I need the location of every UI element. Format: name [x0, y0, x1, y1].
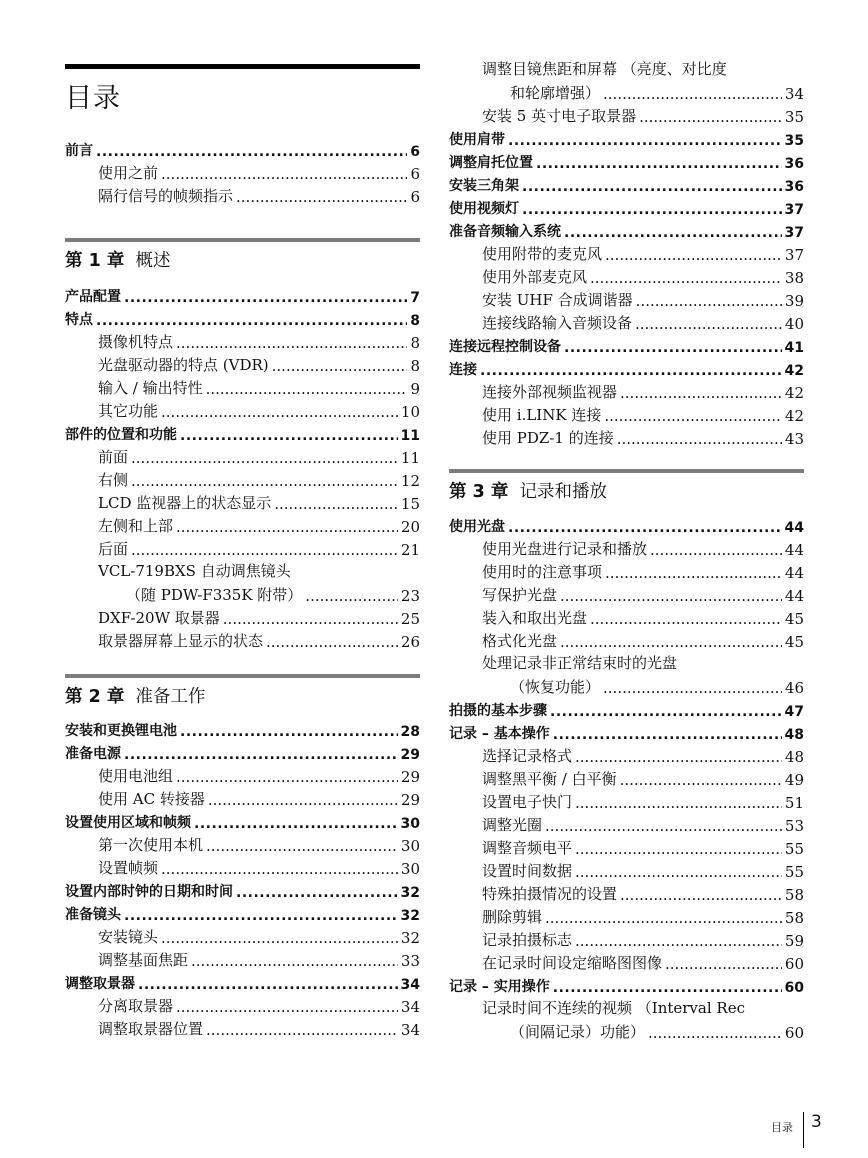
toc-section-entry[interactable] [449, 219, 804, 241]
toc-section-entry[interactable] [449, 173, 804, 195]
toc-subsection-entry[interactable] [449, 426, 804, 448]
toc-entry-title: 调整光圈 [482, 816, 543, 834]
toc-page-number: 39 [784, 292, 804, 310]
toc-leader-dots [131, 472, 398, 490]
toc-leader-dots [545, 909, 782, 927]
toc-entry-title: 使用附带的麦克风 [482, 245, 603, 263]
toc-leader-dots [180, 724, 398, 740]
toc-page-number: 30 [400, 860, 420, 878]
toc-subsection-entry[interactable] [449, 242, 804, 264]
toc-subsection-entry[interactable] [449, 81, 804, 103]
toc-subsection-entry[interactable] [65, 353, 420, 375]
toc-leader-dots [266, 633, 398, 651]
toc-subsection-entry[interactable] [65, 925, 420, 947]
toc-leader-dots [161, 860, 398, 878]
chapter-number: 第 2 章 [65, 687, 125, 707]
toc-leader-dots [194, 816, 398, 832]
toc-entry-title: 光盘驱动器的特点 (VDR) [98, 356, 269, 374]
toc-leader-dots [636, 292, 782, 310]
toc-leader-dots [648, 1024, 782, 1042]
toc-subsection-entry[interactable] [65, 330, 420, 352]
toc-entry-title: 连接线路输入音频设备 [482, 314, 633, 332]
toc-subsection-entry[interactable] [65, 537, 420, 559]
toc-section-entry[interactable] [65, 810, 420, 832]
toc-entry-title: 连接 [449, 362, 477, 378]
toc-page-number: 38 [784, 269, 804, 287]
toc-leader-dots [605, 564, 782, 582]
footer-divider [803, 1112, 804, 1148]
toc-entry-title: （间隔记录）功能） [510, 1023, 646, 1041]
toc-page-number: 8 [410, 334, 420, 352]
toc-entry-title: 使用光盘 [449, 519, 505, 535]
toc-subsection-entry[interactable] [65, 764, 420, 786]
toc-entry-title: 设置使用区域和帧频 [65, 815, 191, 831]
toc-subsection-entry[interactable] [65, 994, 420, 1016]
toc-entry-title: 删除剪辑 [482, 908, 543, 926]
toc-entry-title: 和轮廓增强） [510, 84, 601, 102]
toc-subsection-entry[interactable] [449, 905, 804, 927]
toc-leader-dots [96, 144, 407, 160]
toc-entry-title: 使用电池组 [98, 767, 174, 785]
toc-entry-title: 后面 [98, 540, 129, 558]
toc-page-number: 6 [410, 165, 420, 183]
toc-entry-title: 右侧 [98, 471, 129, 489]
toc-page-number: 42 [784, 407, 804, 425]
chapter-number: 第 3 章 [449, 482, 509, 502]
toc-page-number: 47 [784, 704, 804, 720]
toc-page-number: 36 [784, 156, 804, 172]
toc-page-number: 30 [400, 816, 420, 832]
toc-page-number: 15 [400, 495, 420, 513]
toc-leader-dots [176, 998, 398, 1016]
toc-leader-dots [590, 610, 782, 628]
toc-entry-title: 使用光盘进行记录和播放 [482, 540, 648, 558]
toc-page-number: 44 [784, 541, 804, 559]
toc-page-number: 21 [400, 541, 420, 559]
toc-entry-title: 使用 AC 转接器 [98, 790, 205, 808]
toc-subsection-entry[interactable] [65, 583, 420, 605]
toc-section-entry[interactable] [65, 902, 420, 924]
toc-leader-dots [604, 407, 782, 425]
toc-leader-dots [305, 587, 398, 605]
toc-leader-dots [236, 885, 398, 901]
chapter-rule [65, 674, 420, 678]
toc-entry-title: LCD 监视器上的状态显示 [98, 494, 272, 512]
toc-entry-title: 使用之前 [98, 164, 159, 182]
toc-subsection-entry[interactable] [65, 399, 420, 421]
toc-page-number: 48 [784, 748, 804, 766]
toc-section-entry[interactable] [449, 721, 804, 743]
toc-entry-title: 特点 [65, 312, 93, 328]
toc-entry-title: 设置时间数据 [482, 862, 573, 880]
toc-page-number: 6 [410, 188, 420, 206]
toc-subsection-entry[interactable] [449, 403, 804, 425]
toc-leader-dots [176, 518, 398, 536]
chapter-rule [65, 238, 420, 242]
toc-section-entry[interactable] [65, 879, 420, 901]
toc-leader-dots [124, 908, 398, 924]
toc-subsection-entry[interactable] [449, 675, 804, 697]
toc-section-entry[interactable] [449, 698, 804, 720]
toc-page-number: 37 [784, 246, 804, 264]
toc-page-number: 11 [400, 449, 420, 467]
toc-entry-title: 在记录时间设定缩略图图像 [482, 954, 663, 972]
toc-leader-dots [620, 886, 782, 904]
toc-entry-title: DXF-20W 取景器 [98, 609, 220, 627]
toc-subsection-entry[interactable] [449, 288, 804, 310]
chapter-title: 准备工作 [135, 687, 206, 707]
toc-page-number: 33 [400, 952, 420, 970]
toc-page-number: 29 [400, 791, 420, 809]
toc-leader-dots [575, 840, 782, 858]
toc-entry-title: 准备电源 [65, 746, 121, 762]
toc-entry-title: 调整音频电平 [482, 839, 573, 857]
toc-entry-title: 调整黑平衡 / 白平衡 [482, 770, 617, 788]
toc-page-number: 51 [784, 794, 804, 812]
toc-page-number: 42 [784, 384, 804, 402]
toc-leader-dots [274, 495, 398, 513]
toc-entry-title: 调整基面焦距 [98, 951, 189, 969]
toc-entry-title: 准备镜头 [65, 907, 121, 923]
toc-leader-dots [176, 334, 407, 352]
toc-leader-dots [564, 225, 782, 241]
toc-entry-title: 格式化光盘 [482, 632, 558, 650]
toc-entry-title: 记录 – 实用操作 [449, 979, 550, 995]
toc-page-number: 53 [784, 817, 804, 835]
toc-leader-dots [206, 380, 408, 398]
toc-entry-title: 摄像机特点 [98, 333, 174, 351]
toc-subsection-entry[interactable] [449, 859, 804, 881]
toc-subsection-entry[interactable] [449, 813, 804, 835]
toc-entry-title: 使用时的注意事项 [482, 563, 603, 581]
toc-page-number: 41 [784, 340, 804, 356]
toc-entry-line1: 调整目镜焦距和屏幕 （亮度、对比度 [482, 60, 727, 78]
toc-entry-title: 选择记录格式 [482, 747, 573, 765]
toc-section-entry[interactable] [65, 971, 420, 993]
toc-page-number: 25 [400, 610, 420, 628]
toc-section-entry[interactable] [449, 514, 804, 536]
toc-leader-dots [575, 863, 782, 881]
toc-leader-dots [206, 1021, 398, 1039]
toc-page-number: 44 [784, 564, 804, 582]
toc-entry-title: 其它功能 [98, 402, 159, 420]
toc-leader-dots [191, 952, 398, 970]
toc-page-number: 23 [400, 587, 420, 605]
toc-subsection-entry[interactable] [65, 161, 420, 183]
toc-section-entry[interactable] [449, 127, 804, 149]
toc-subsection-entry[interactable] [65, 491, 420, 513]
toc-page-number: 36 [784, 179, 804, 195]
toc-entry-line1: 处理记录非正常结束时的光盘 [482, 654, 678, 672]
toc-subsection-entry[interactable] [449, 104, 804, 126]
toc-subsection-entry[interactable] [65, 606, 420, 628]
toc-entry-title: 调整肩托位置 [449, 155, 533, 171]
toc-entry-line1: 记录时间不连续的视频 （Interval Rec [482, 999, 745, 1017]
toc-page-number: 32 [400, 929, 420, 947]
toc-page-number: 34 [784, 85, 804, 103]
toc-leader-dots [575, 794, 782, 812]
toc-subsection-entry[interactable] [449, 882, 804, 904]
toc-page-number: 60 [784, 955, 804, 973]
toc-leader-dots [223, 610, 398, 628]
toc-leader-dots [575, 748, 782, 766]
toc-leader-dots [617, 430, 782, 448]
toc-page-number: 58 [784, 909, 804, 927]
toc-leader-dots [131, 449, 398, 467]
toc-leader-dots [650, 541, 782, 559]
toc-page-number: 48 [784, 727, 804, 743]
toc-entry-title: 调整取景器 [65, 976, 135, 992]
toc-page-number: 34 [400, 1021, 420, 1039]
toc-leader-dots [522, 179, 782, 195]
toc-subsection-entry[interactable] [449, 928, 804, 950]
toc-entry-title: 安装镜头 [98, 928, 159, 946]
toc-page-number: 34 [400, 998, 420, 1016]
toc-leader-dots [161, 403, 398, 421]
toc-leader-dots [124, 290, 407, 306]
toc-leader-dots [665, 955, 782, 973]
toc-page-number: 55 [784, 863, 804, 881]
toc-subsection-entry[interactable] [449, 951, 804, 973]
chapter-title: 记录和播放 [519, 482, 608, 502]
toc-page-number: 20 [400, 518, 420, 536]
toc-entry-title: 拍摄的基本步骤 [449, 703, 547, 719]
toc-page-number: 34 [400, 977, 420, 993]
toc-leader-dots [206, 837, 398, 855]
toc-section-entry[interactable] [65, 422, 420, 444]
chapter-number: 第 1 章 [65, 251, 125, 271]
toc-subsection-entry[interactable] [449, 265, 804, 287]
toc-subsection-entry[interactable] [449, 836, 804, 858]
toc-entry-title: 左侧和上部 [98, 517, 174, 535]
toc-page-number: 35 [784, 133, 804, 149]
toc-leader-dots [236, 188, 407, 206]
toc-leader-dots [564, 340, 782, 356]
toc-entry-title: 安装 5 英寸电子取景器 [482, 107, 637, 125]
toc-leader-dots [508, 133, 782, 149]
toc-leader-dots [560, 633, 782, 651]
toc-page-number: 35 [784, 108, 804, 126]
toc-subsection-entry[interactable] [65, 1017, 420, 1039]
toc-section-entry[interactable] [65, 284, 420, 306]
toc-page-number: 12 [400, 472, 420, 490]
chapter-2-heading [65, 683, 206, 708]
toc-page-number: 37 [784, 202, 804, 218]
toc-page-number: 59 [784, 932, 804, 950]
toc-leader-dots [550, 704, 782, 720]
toc-leader-dots [620, 384, 782, 402]
toc-subsection-entry[interactable] [449, 767, 804, 789]
chapter-1-heading [65, 247, 171, 272]
toc-leader-dots [590, 269, 782, 287]
toc-subsection-entry[interactable] [65, 514, 420, 536]
toc-leader-dots [124, 747, 398, 763]
toc-leader-dots [522, 202, 782, 218]
toc-entry-title: 使用肩带 [449, 132, 505, 148]
toc-section-entry[interactable] [65, 741, 420, 763]
toc-subsection-entry[interactable] [449, 606, 804, 628]
toc-entry-title: 设置帧频 [98, 859, 159, 877]
toc-page-number: 40 [784, 315, 804, 333]
toc-leader-dots [553, 980, 782, 996]
toc-leader-dots [208, 791, 398, 809]
chapter-rule [449, 469, 804, 473]
toc-subsection-entry[interactable] [449, 583, 804, 605]
toc-leader-dots [508, 520, 782, 536]
toc-entry-title: 装入和取出光盘 [482, 609, 588, 627]
toc-page-number: 28 [400, 724, 420, 740]
title-rule [65, 64, 420, 69]
toc-leader-dots [635, 315, 782, 333]
toc-entry-title: 产品配置 [65, 289, 121, 305]
toc-entry-title: 调整取景器位置 [98, 1020, 204, 1038]
toc-page-number: 11 [400, 428, 420, 444]
toc-page-number: 44 [784, 587, 804, 605]
toc-page-number: 37 [784, 225, 804, 241]
toc-entry-title: 部件的位置和功能 [65, 427, 177, 443]
toc-entry-title: 记录 – 基本操作 [449, 726, 550, 742]
toc-subsection-entry[interactable] [65, 445, 420, 467]
toc-entry-title: 准备音频输入系统 [449, 224, 561, 240]
toc-entry-title: 隔行信号的帧频指示 [98, 187, 234, 205]
toc-entry-title: 安装 UHF 合成调谐器 [482, 291, 633, 309]
toc-subsection-entry[interactable] [65, 184, 420, 206]
toc-leader-dots [603, 679, 782, 697]
toc-page-number: 46 [784, 679, 804, 697]
toc-leader-dots [620, 771, 782, 789]
toc-page-number: 45 [784, 610, 804, 628]
toc-page-number: 7 [410, 290, 420, 306]
toc-leader-dots [575, 932, 782, 950]
toc-page-number: 44 [784, 520, 804, 536]
toc-entry-title: 使用外部麦克风 [482, 268, 588, 286]
toc-entry-line1: VCL-719BXS 自动调焦镜头 [98, 562, 291, 580]
toc-subsection-entry[interactable] [65, 856, 420, 878]
toc-page-number: 10 [400, 403, 420, 421]
toc-subsection-entry[interactable] [65, 468, 420, 490]
toc-page-number: 29 [400, 747, 420, 763]
toc-entry-title: 设置内部时钟的日期和时间 [65, 884, 233, 900]
toc-entry-title: 设置电子快门 [482, 793, 573, 811]
page-number: 3 [811, 1112, 822, 1132]
toc-entry-title: 记录拍摄标志 [482, 931, 573, 949]
toc-entry-title: 第一次使用本机 [98, 836, 204, 854]
toc-entry-title: 写保护光盘 [482, 586, 558, 604]
toc-page-number: 30 [400, 837, 420, 855]
toc-entry-title: （随 PDW-F335K 附带） [126, 586, 303, 604]
toc-subsection-entry[interactable] [449, 629, 804, 651]
toc-entry-title: 特殊拍摄情况的设置 [482, 885, 618, 903]
toc-section-entry[interactable] [65, 138, 420, 160]
toc-subsection-entry[interactable] [449, 537, 804, 559]
toc-subsection-entry[interactable] [449, 790, 804, 812]
toc-subsection-entry[interactable] [449, 311, 804, 333]
toc-page-number: 42 [784, 363, 804, 379]
toc-subsection-entry[interactable] [65, 376, 420, 398]
toc-leader-dots [639, 108, 782, 126]
footer-section-label: 目录 [771, 1121, 793, 1134]
toc-entry-title: 连接远程控制设备 [449, 339, 561, 355]
toc-entry-title: 前面 [98, 448, 129, 466]
toc-section-entry[interactable] [449, 974, 804, 996]
toc-subsection-entry[interactable] [449, 744, 804, 766]
toc-page-number: 49 [784, 771, 804, 789]
toc-entry-title: 取景器屏幕上显示的状态 [98, 632, 264, 650]
toc-entry-title: 输入 / 输出特性 [98, 379, 203, 397]
toc-leader-dots [161, 165, 407, 183]
toc-leader-dots [176, 768, 398, 786]
toc-subsection-entry[interactable] [65, 629, 420, 651]
toc-entry-title: 前言 [65, 143, 93, 159]
toc-subsection-entry[interactable] [65, 948, 420, 970]
toc-subsection-entry[interactable] [65, 833, 420, 855]
chapter-title: 概述 [135, 251, 171, 271]
toc-entry-title: 使用视频灯 [449, 201, 519, 217]
toc-entry-title: 使用 PDZ-1 的连接 [482, 429, 614, 447]
toc-page-number: 29 [400, 768, 420, 786]
chapter-3-heading [449, 478, 607, 503]
toc-entry-title: （恢复功能） [510, 678, 601, 696]
toc-subsection-entry[interactable] [449, 380, 804, 402]
toc-leader-dots [131, 541, 398, 559]
toc-entry-title: 安装三角架 [449, 178, 519, 194]
toc-page-number: 8 [410, 313, 420, 329]
toc-leader-dots [480, 363, 782, 379]
toc-page-number: 60 [784, 980, 804, 996]
toc-leader-dots [603, 85, 782, 103]
toc-page-number: 26 [400, 633, 420, 651]
toc-leader-dots [272, 357, 408, 375]
toc-page-number: 8 [410, 357, 420, 375]
toc-leader-dots [138, 977, 398, 993]
toc-leader-dots [545, 817, 782, 835]
page-title: 目录 [65, 83, 121, 114]
toc-leader-dots [553, 727, 782, 743]
toc-entry-title: 使用 i.LINK 连接 [482, 406, 602, 424]
toc-page-number: 32 [400, 908, 420, 924]
toc-page-number: 6 [410, 144, 420, 160]
toc-page-number: 9 [410, 380, 420, 398]
toc-entry-title: 分离取景器 [98, 997, 174, 1015]
toc-leader-dots [180, 428, 398, 444]
toc-leader-dots [536, 156, 782, 172]
toc-page-number: 60 [784, 1024, 804, 1042]
toc-leader-dots [161, 929, 398, 947]
toc-page-number: 55 [784, 840, 804, 858]
toc-section-entry[interactable] [449, 334, 804, 356]
toc-leader-dots [560, 587, 782, 605]
toc-entry-title: 连接外部视频监视器 [482, 383, 618, 401]
toc-entry-title: 安装和更换锂电池 [65, 723, 177, 739]
toc-page-number: 43 [784, 430, 804, 448]
toc-page-number: 58 [784, 886, 804, 904]
toc-page-number: 32 [400, 885, 420, 901]
toc-leader-dots [605, 246, 782, 264]
toc-subsection-entry[interactable] [65, 787, 420, 809]
toc-subsection-entry[interactable] [449, 1020, 804, 1042]
toc-section-entry[interactable] [65, 718, 420, 740]
toc-subsection-entry[interactable] [449, 560, 804, 582]
toc-leader-dots [96, 313, 407, 329]
toc-section-entry[interactable] [65, 307, 420, 329]
toc-page-number: 45 [784, 633, 804, 651]
toc-section-entry[interactable] [449, 357, 804, 379]
toc-section-entry[interactable] [449, 196, 804, 218]
toc-section-entry[interactable] [449, 150, 804, 172]
